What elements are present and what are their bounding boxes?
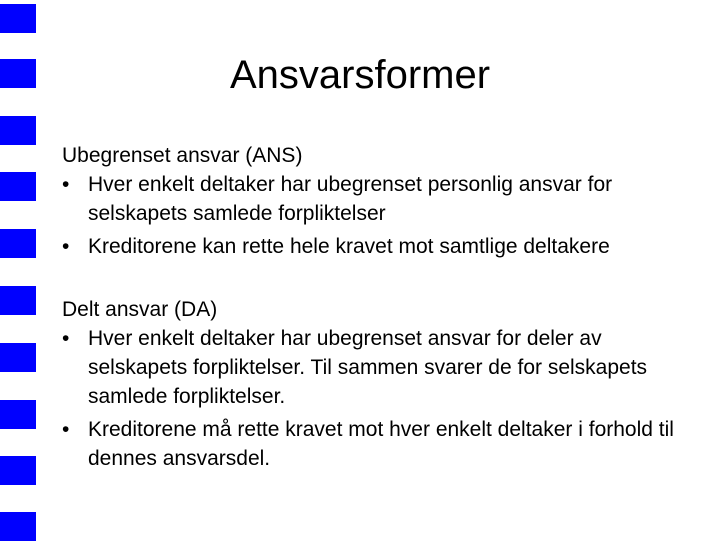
bullet-text: Kreditorene må rette kravet mot hver enkelt deltaker i forhold til dennes ansvarsdel. [88, 418, 674, 470]
stripe-block [0, 4, 36, 33]
list-item [62, 415, 702, 473]
section-heading: Ubegrenset ansvar (ANS) [62, 144, 303, 167]
bullet-icon: • [62, 235, 70, 258]
stripe-block [0, 456, 36, 485]
stripe-block [0, 286, 36, 315]
bullet-text: Hver enkelt deltaker har ubegrenset ansvar for deler av selskapets forpliktelser. Til sammen svarer de for selskapets samlede forpliktelser. [88, 327, 648, 408]
bullet-icon: • [62, 327, 70, 350]
list-item [62, 232, 702, 261]
slide-title [0, 50, 720, 100]
section-ans [62, 141, 702, 261]
list-item [62, 324, 702, 411]
slide-content [62, 141, 702, 477]
stripe-block [0, 512, 36, 541]
stripe-block [0, 400, 36, 429]
slide-title-text: Ansvarsformer [229, 53, 491, 97]
bullet-text: Kreditorene kan rette hele kravet mot samtlige deltakere [88, 235, 610, 258]
list-item [62, 170, 702, 228]
stripe-block [0, 172, 36, 201]
stripe-block [0, 229, 36, 258]
bullet-list [62, 170, 702, 261]
stripe-block [0, 343, 36, 372]
bullet-text: Hver enkelt deltaker har ubegrenset personlig ansvar for selskapets samlede forpliktelser [88, 173, 613, 225]
bullet-icon: • [62, 173, 70, 196]
section-spacer [62, 265, 702, 295]
bullet-icon: • [62, 418, 70, 441]
bullet-list [62, 324, 702, 473]
stripe-block [0, 116, 36, 145]
section-da [62, 295, 702, 473]
section-heading: Delt ansvar (DA) [62, 298, 218, 321]
